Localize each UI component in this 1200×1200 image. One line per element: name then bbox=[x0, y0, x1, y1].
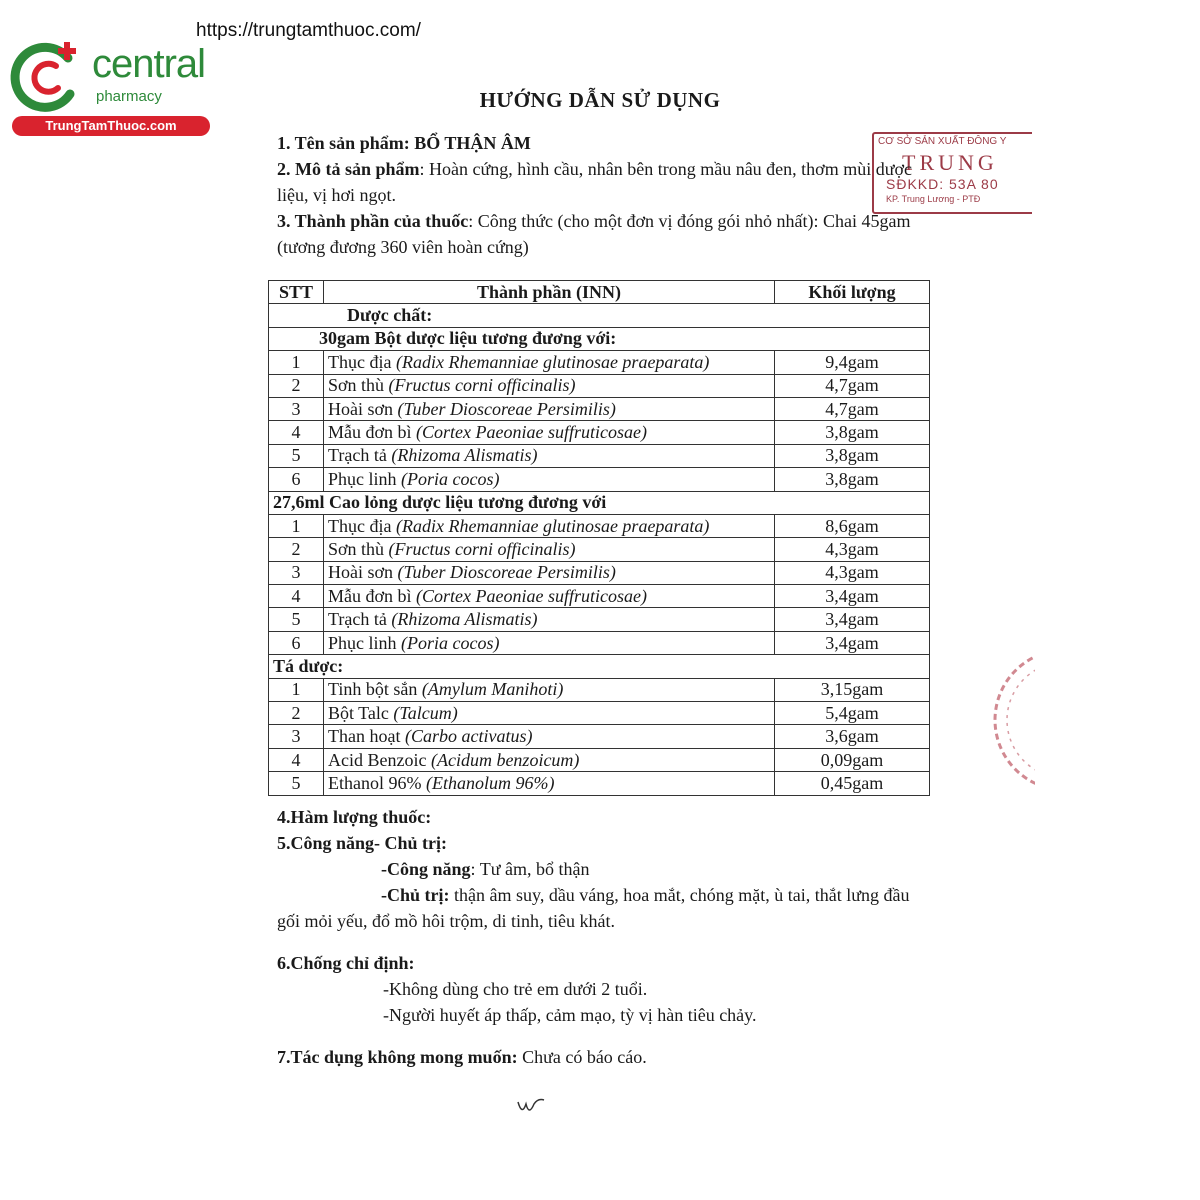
row-mass: 4,7gam bbox=[775, 374, 930, 397]
ingredient-name: Mẫu đơn bì bbox=[328, 585, 417, 606]
ingredient-latin: (Tuber Dioscoreae Persimilis) bbox=[397, 562, 616, 583]
ingredient-latin: (Fructus corni officinalis) bbox=[388, 538, 576, 559]
ingredient-name: Trạch tả bbox=[328, 609, 392, 630]
row-mass: 3,4gam bbox=[775, 631, 930, 654]
section-7 bbox=[277, 1044, 917, 1070]
stamp-line-2: TRUNG bbox=[902, 150, 998, 175]
ingredient-name: Phục linh bbox=[328, 468, 402, 489]
table-row bbox=[269, 702, 930, 725]
contraindication-2: -Người huyết áp thấp, cảm mạo, tỳ vị hàn tiêu chảy. bbox=[383, 1005, 757, 1025]
row-stt: 1 bbox=[269, 514, 324, 537]
ingredient-latin: (Radix Rhemanniae glutinosae praeparata) bbox=[395, 351, 710, 372]
contraindication-1: -Không dùng cho trẻ em dưới 2 tuổi. bbox=[383, 979, 648, 999]
ingredient-latin: (Fructus corni officinalis) bbox=[388, 375, 576, 396]
section-2-text: : Hoàn cứng, hình cầu, nhân bên trong mầu nâu đen, thơm mùi dược liệu, vị hơi ngọt. bbox=[277, 159, 912, 205]
row-ingredient bbox=[324, 538, 775, 561]
logo-wordmark: central bbox=[92, 42, 206, 86]
row-ingredient bbox=[324, 444, 775, 467]
ingredient-latin: (Rhizoma Alismatis) bbox=[391, 445, 538, 466]
table-row bbox=[269, 468, 930, 491]
row-mass: 3,8gam bbox=[775, 468, 930, 491]
ingredient-name: Sơn thù bbox=[328, 538, 389, 559]
row-mass: 3,4gam bbox=[775, 608, 930, 631]
table-row bbox=[269, 514, 930, 537]
ingredient-latin: (Carbo activatus) bbox=[404, 726, 533, 747]
table-header-row bbox=[269, 281, 930, 304]
row-ingredient bbox=[324, 748, 775, 771]
table-row bbox=[269, 772, 930, 795]
section-1-label: 1. Tên sản phẩm: bbox=[277, 133, 415, 153]
row-stt: 5 bbox=[269, 608, 324, 631]
section-row bbox=[269, 655, 930, 678]
row-stt: 4 bbox=[269, 421, 324, 444]
function-label: -Công năng bbox=[381, 859, 471, 879]
ingredient-latin: (Tuber Dioscoreae Persimilis) bbox=[397, 398, 616, 419]
row-ingredient bbox=[324, 772, 775, 795]
header-name: Thành phần (INN) bbox=[324, 281, 775, 304]
indication-line bbox=[277, 882, 917, 934]
row-stt: 3 bbox=[269, 725, 324, 748]
row-stt: 6 bbox=[269, 631, 324, 654]
section-1 bbox=[277, 130, 917, 156]
row-stt: 1 bbox=[269, 351, 324, 374]
stamp-line-3: SĐKKD: 53A 80 bbox=[886, 176, 999, 192]
ingredient-latin: (Radix Rhemanniae glutinosae praeparata) bbox=[395, 515, 710, 536]
ingredient-name: Phục linh bbox=[328, 632, 402, 653]
section-row bbox=[269, 491, 930, 514]
table-row bbox=[269, 374, 930, 397]
ingredient-name: Hoài sơn bbox=[328, 398, 398, 419]
initials-mark bbox=[516, 1096, 546, 1120]
row-mass: 0,09gam bbox=[775, 748, 930, 771]
section-3-text: : Công thức (cho một đơn vị đóng gói nhỏ nhất): Chai 45gam (tương đương 360 viên hoàn cứng) bbox=[277, 211, 911, 257]
row-ingredient bbox=[324, 421, 775, 444]
row-mass: 8,6gam bbox=[775, 514, 930, 537]
row-mass: 3,4gam bbox=[775, 585, 930, 608]
ingredient-latin: (Acidum benzoicum) bbox=[430, 749, 580, 770]
central-pharmacy-logo[interactable] bbox=[8, 36, 218, 136]
section-row bbox=[269, 304, 930, 327]
row-ingredient bbox=[324, 561, 775, 584]
group-2-title: 27,6ml Cao lỏng dược liệu tương đương với bbox=[269, 491, 930, 514]
ingredient-latin: (Poria cocos) bbox=[401, 632, 500, 653]
ingredient-name: Thục địa bbox=[328, 351, 396, 372]
ingredient-name: Mẫu đơn bì bbox=[328, 422, 417, 443]
row-stt: 2 bbox=[269, 702, 324, 725]
logo-subtitle: pharmacy bbox=[96, 88, 162, 105]
row-mass: 3,15gam bbox=[775, 678, 930, 701]
table-row bbox=[269, 444, 930, 467]
group-1-title: 30gam Bột dược liệu tương đương với: bbox=[269, 327, 930, 350]
ingredient-name: Tinh bột sắn bbox=[328, 679, 422, 700]
group-2-rows bbox=[269, 514, 930, 654]
header-mass: Khối lượng bbox=[775, 281, 930, 304]
ingredient-latin: (Ethanolum 96%) bbox=[425, 772, 555, 793]
ingredient-latin: (Rhizoma Alismatis) bbox=[391, 609, 538, 630]
table-row bbox=[269, 351, 930, 374]
function-line bbox=[277, 856, 917, 882]
function-text: : Tư âm, bổ thận bbox=[470, 859, 590, 879]
section-4: 4.Hàm lượng thuốc: bbox=[277, 807, 432, 827]
ingredient-name: Sơn thù bbox=[328, 375, 389, 396]
ingredient-name: Bột Talc bbox=[328, 702, 394, 723]
ingredient-name: Hoài sơn bbox=[328, 562, 398, 583]
ingredient-name: Trạch tả bbox=[328, 445, 392, 466]
section-2 bbox=[277, 156, 917, 208]
row-ingredient bbox=[324, 725, 775, 748]
active-ingredients-title: Dược chất: bbox=[269, 304, 930, 327]
row-mass: 0,45gam bbox=[775, 772, 930, 795]
table-row bbox=[269, 397, 930, 420]
ingredient-name: Thục địa bbox=[328, 515, 396, 536]
row-mass: 3,8gam bbox=[775, 421, 930, 444]
row-stt: 5 bbox=[269, 444, 324, 467]
indication-label: -Chủ trị: bbox=[381, 885, 450, 905]
ingredient-latin: (Talcum) bbox=[393, 702, 458, 723]
row-mass: 9,4gam bbox=[775, 351, 930, 374]
row-ingredient bbox=[324, 374, 775, 397]
table-row bbox=[269, 585, 930, 608]
table-row bbox=[269, 748, 930, 771]
row-ingredient bbox=[324, 351, 775, 374]
round-seal-fragment bbox=[975, 650, 1035, 790]
row-stt: 5 bbox=[269, 772, 324, 795]
table-row bbox=[269, 561, 930, 584]
page-title: HƯỚNG DẪN SỬ DỤNG bbox=[479, 88, 721, 112]
row-ingredient bbox=[324, 678, 775, 701]
row-mass: 3,6gam bbox=[775, 725, 930, 748]
row-stt: 2 bbox=[269, 538, 324, 561]
row-stt: 1 bbox=[269, 678, 324, 701]
row-stt: 6 bbox=[269, 468, 324, 491]
row-stt: 4 bbox=[269, 585, 324, 608]
indication-text: thận âm suy, dầu váng, hoa mắt, chóng mặt, ù tai, thắt lưng đầu gối mỏi yếu, đổ mồ hôi trộm, di tinh, tiêu khát. bbox=[277, 885, 910, 931]
stamp-line-4: KP. Trung Lương - PTĐ bbox=[886, 194, 981, 204]
table-row bbox=[269, 631, 930, 654]
excipient-rows bbox=[269, 678, 930, 795]
ingredient-name: Ethanol 96% bbox=[328, 772, 426, 793]
row-mass: 5,4gam bbox=[775, 702, 930, 725]
table-row bbox=[269, 678, 930, 701]
section-3 bbox=[277, 208, 917, 260]
table-row bbox=[269, 538, 930, 561]
section-2-label: 2. Mô tả sản phẩm bbox=[277, 159, 420, 179]
row-ingredient bbox=[324, 397, 775, 420]
row-ingredient bbox=[324, 631, 775, 654]
section-3-label: 3. Thành phần của thuốc bbox=[277, 211, 469, 231]
ingredient-latin: (Amylum Manihoti) bbox=[421, 679, 564, 700]
ingredient-name: Than hoạt bbox=[328, 726, 405, 747]
section-6: 6.Chống chỉ định: bbox=[277, 953, 415, 973]
row-mass: 4,3gam bbox=[775, 538, 930, 561]
row-ingredient bbox=[324, 608, 775, 631]
row-stt: 2 bbox=[269, 374, 324, 397]
row-ingredient bbox=[324, 702, 775, 725]
row-mass: 4,3gam bbox=[775, 561, 930, 584]
row-ingredient bbox=[324, 514, 775, 537]
document-body bbox=[277, 804, 917, 1070]
excipients-title: Tá dược: bbox=[269, 655, 930, 678]
stamp-line-1: CƠ SỞ SẢN XUẤT ĐÔNG Y bbox=[878, 136, 1007, 147]
ingredients-table bbox=[268, 280, 930, 796]
row-ingredient bbox=[324, 585, 775, 608]
header-stt: STT bbox=[269, 281, 324, 304]
section-7-label: 7.Tác dụng không mong muốn: bbox=[277, 1047, 518, 1067]
row-mass: 4,7gam bbox=[775, 397, 930, 420]
section-7-text: Chưa có báo cáo. bbox=[517, 1047, 647, 1067]
ingredient-latin: (Cortex Paeoniae suffruticosae) bbox=[416, 422, 647, 443]
row-stt: 3 bbox=[269, 561, 324, 584]
table-row bbox=[269, 421, 930, 444]
source-url[interactable]: https://trungtamthuoc.com/ bbox=[196, 20, 421, 41]
product-name: BỔ THẬN ÂM bbox=[414, 133, 531, 153]
document-intro bbox=[277, 130, 917, 260]
section-row bbox=[269, 327, 930, 350]
row-stt: 3 bbox=[269, 397, 324, 420]
table-row bbox=[269, 608, 930, 631]
table-row bbox=[269, 725, 930, 748]
section-5: 5.Công năng- Chủ trị: bbox=[277, 833, 448, 853]
ingredient-latin: (Cortex Paeoniae suffruticosae) bbox=[416, 585, 647, 606]
row-mass: 3,8gam bbox=[775, 444, 930, 467]
ingredient-latin: (Poria cocos) bbox=[401, 468, 500, 489]
ingredient-name: Acid Benzoic bbox=[328, 749, 431, 770]
group-1-rows bbox=[269, 351, 930, 491]
row-stt: 4 bbox=[269, 748, 324, 771]
row-ingredient bbox=[324, 468, 775, 491]
logo-site-banner: TrungTamThuoc.com bbox=[12, 116, 210, 136]
